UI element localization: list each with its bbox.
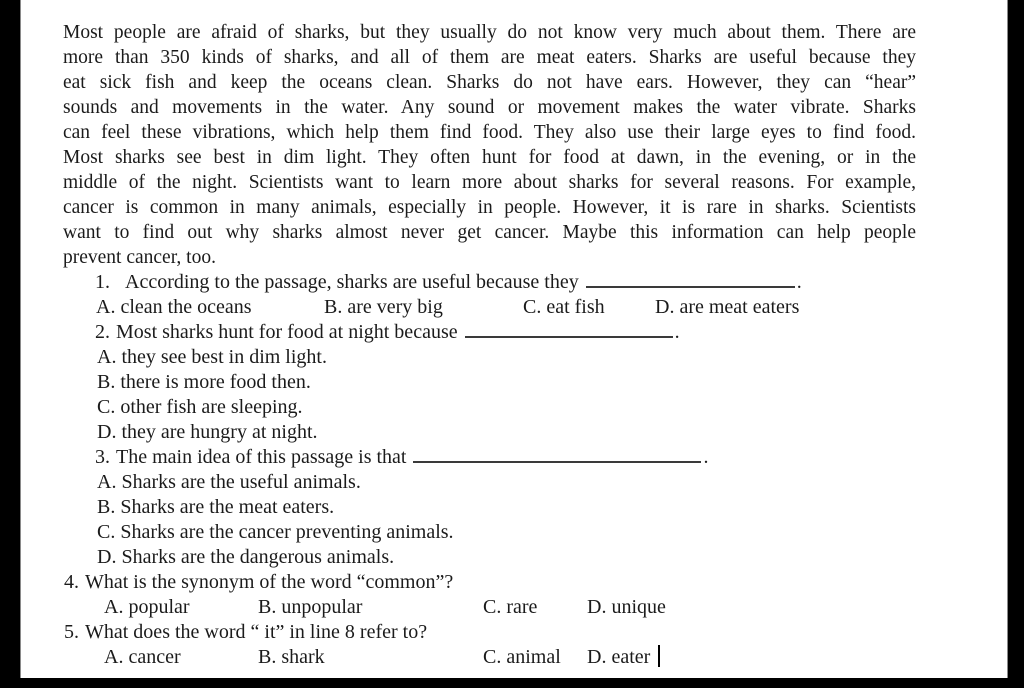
question-3-number: 3. xyxy=(95,446,110,468)
passage-line: more than 350 kinds of sharks, and all of them are meat eaters. Sharks are useful because they xyxy=(63,47,916,68)
document-content xyxy=(21,0,1007,670)
q5-option-d xyxy=(587,645,660,670)
q3-option-b: B. Sharks are the meat eaters. xyxy=(97,496,335,518)
answer-blank-q2 xyxy=(465,320,673,338)
q2-option-d: D. they are hungry at night. xyxy=(97,421,318,443)
question-2-number: 2. xyxy=(95,321,110,343)
q3-option-c: C. Sharks are the cancer preventing animals. xyxy=(97,521,454,543)
q1-option-a: A. clean the oceans xyxy=(96,296,252,318)
q3-option-a: A. Sharks are the useful animals. xyxy=(97,471,361,493)
q3-option-d: D. Sharks are the dangerous animals. xyxy=(97,546,395,568)
question-5 xyxy=(21,620,1007,645)
q1-option-c: C. eat fish xyxy=(523,296,605,318)
q1-option-b: B. are very big xyxy=(324,296,443,318)
question-1-text: According to the passage, sharks are useful because they xyxy=(125,271,579,293)
question-2 xyxy=(21,320,1007,345)
question-1-options xyxy=(21,295,1007,320)
question-1-number: 1. xyxy=(95,271,110,293)
passage-line: cancer is common in many animals, especially in people. However, it is rare in sharks. Scientists xyxy=(63,197,916,218)
question-1-period: . xyxy=(796,271,802,293)
q4-option-c: C. rare xyxy=(483,596,538,618)
q1-option-d: D. are meat eaters xyxy=(655,296,800,318)
question-2-period: . xyxy=(674,321,680,343)
q4-option-d: D. unique xyxy=(587,596,666,618)
passage-line: sounds and movements in the water. Any sound or movement makes the water vibrate. Sharks xyxy=(63,97,916,118)
q5-option-b: B. shark xyxy=(258,646,325,668)
question-5-text: What does the word “ it” in line 8 refer to? xyxy=(85,621,428,643)
passage-line: eat sick fish and keep the oceans clean. Sharks do not have ears. However, they can “hear” xyxy=(63,72,916,93)
q4-option-a: A. popular xyxy=(104,596,190,618)
q2-option-b: B. there is more food then. xyxy=(97,371,311,393)
document-page[interactable] xyxy=(20,0,1008,678)
question-3-period: . xyxy=(703,446,709,468)
question-4 xyxy=(21,570,1007,595)
q5-option-c: C. animal xyxy=(483,646,561,668)
question-3-text: The main idea of this passage is that xyxy=(116,446,407,468)
question-2-text: Most sharks hunt for food at night because xyxy=(116,321,458,343)
passage-line: want to find out why sharks almost never get cancer. Maybe this information can help people xyxy=(63,222,916,243)
passage-line: Most sharks see best in dim light. They often hunt for food at dawn, in the evening, or in the xyxy=(63,147,916,168)
question-3 xyxy=(21,445,1007,470)
answer-blank-q1 xyxy=(586,270,795,288)
question-4-options xyxy=(21,595,1007,620)
question-1 xyxy=(21,270,1007,295)
q5-option-d-text: D. eater xyxy=(587,646,651,668)
q5-option-a: A. cancer xyxy=(104,646,181,668)
passage-line: Most people are afraid of sharks, but they usually do not know very much about them. There are xyxy=(63,22,916,43)
q2-option-c: C. other fish are sleeping. xyxy=(97,396,303,418)
question-4-number: 4. xyxy=(64,571,79,593)
q2-option-a: A. they see best in dim light. xyxy=(97,346,327,368)
question-5-options xyxy=(21,645,1007,670)
passage-line: middle of the night. Scientists want to learn more about sharks for several reasons. For example, xyxy=(63,172,916,193)
question-5-number: 5. xyxy=(64,621,79,643)
passage-line: can feel these vibrations, which help them find food. They also use their large eyes to find food. xyxy=(63,122,916,143)
answer-blank-q3 xyxy=(413,445,701,463)
q4-option-b: B. unpopular xyxy=(258,596,363,618)
passage-line: prevent cancer, too. xyxy=(63,247,216,268)
question-4-text: What is the synonym of the word “common”? xyxy=(85,571,454,593)
reading-passage xyxy=(63,20,916,270)
text-cursor xyxy=(658,645,660,667)
